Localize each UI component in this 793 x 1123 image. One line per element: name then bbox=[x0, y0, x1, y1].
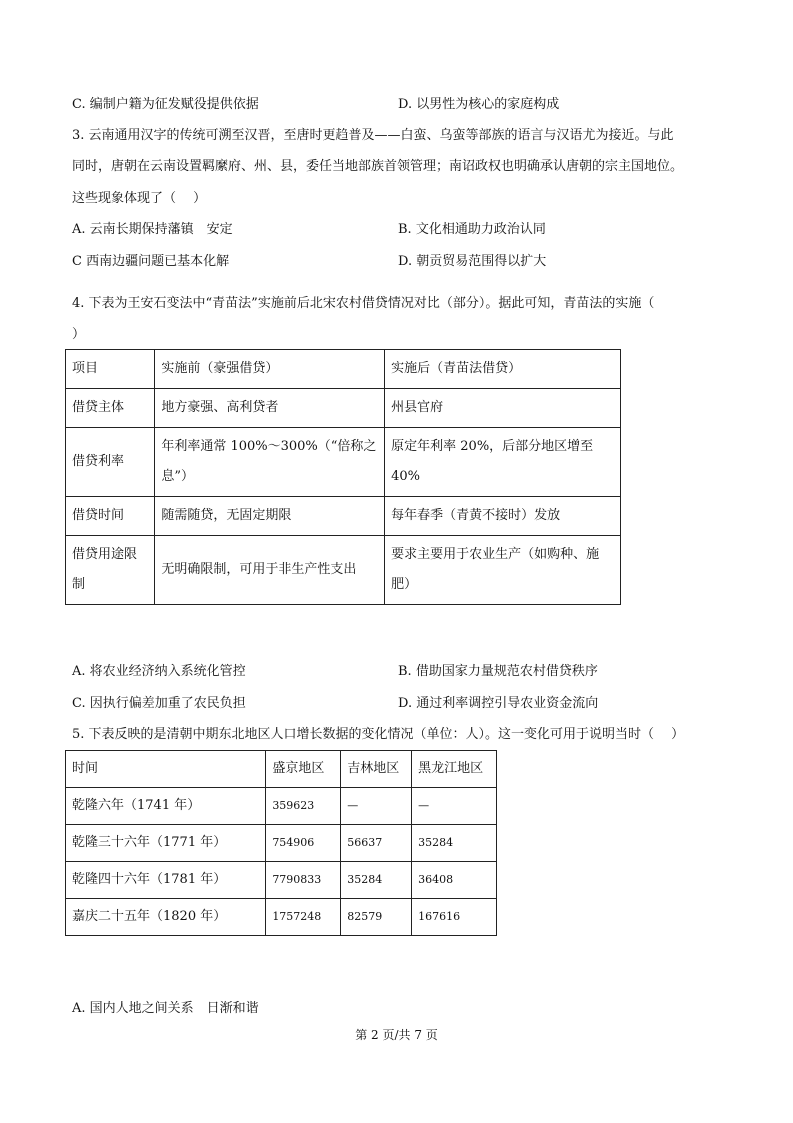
table-cell: 乾隆三十六年（1771 年） bbox=[66, 825, 266, 862]
q5-option-a: A. 国内人地之间关系 日渐和谐 bbox=[72, 1001, 259, 1016]
table-row bbox=[66, 751, 497, 788]
q2-option-c: C. 编制户籍为征发赋役提供依据 bbox=[72, 97, 259, 112]
table-row bbox=[66, 389, 621, 428]
table-cell: 要求主要用于农业生产（如购种、施肥） bbox=[385, 536, 621, 605]
table-row bbox=[66, 862, 497, 899]
table-cell: 7790833 bbox=[266, 862, 341, 899]
table-cell: 借贷时间 bbox=[66, 497, 155, 536]
q4-option-d: D. 通过利率调控引导农业资金流向 bbox=[398, 696, 599, 711]
table-cell: 35284 bbox=[412, 825, 497, 862]
table-cell: 年利率通常 100%～300%（“倍称之息”） bbox=[155, 428, 385, 497]
q4-table bbox=[65, 349, 621, 605]
table-cell: 无明确限制，可用于非生产性支出 bbox=[155, 536, 385, 605]
table-row bbox=[66, 899, 497, 936]
table-cell: 每年春季（青黄不接时）发放 bbox=[385, 497, 621, 536]
q5-stem: 5. 下表反映的是清朝中期东北地区人口增长数据的变化情况（单位：人）。这一变化可用于说明当时（ ） bbox=[72, 727, 685, 742]
table-cell: 随需随贷，无固定期限 bbox=[155, 497, 385, 536]
table-row bbox=[66, 825, 497, 862]
q4-option-a: A. 将农业经济纳入系统化管控 bbox=[72, 664, 246, 679]
table-row bbox=[66, 788, 497, 825]
table-cell: — bbox=[341, 788, 412, 825]
table-cell: — bbox=[412, 788, 497, 825]
table-header-cell: 盛京地区 bbox=[266, 751, 341, 788]
table-header-cell: 时间 bbox=[66, 751, 266, 788]
q4-option-b: B. 借助国家力量规范农村借贷秩序 bbox=[398, 664, 598, 679]
table-row bbox=[66, 350, 621, 389]
q3-stem-line-3: 这些现象体现了（ ） bbox=[72, 191, 207, 206]
table-cell: 借贷利率 bbox=[66, 428, 155, 497]
table-cell: 借贷用途限制 bbox=[66, 536, 155, 605]
table-row bbox=[66, 428, 621, 497]
table-cell: 359623 bbox=[266, 788, 341, 825]
q3-stem-line-2: 同时，唐朝在云南设置羁縻府、州、县，委任当地部族首领管理；南诏政权也明确承认唐朝的宗主国地位。 bbox=[72, 159, 684, 174]
table-header-cell: 实施后（青苗法借贷） bbox=[385, 350, 621, 389]
q4-stem-line-2: ） bbox=[72, 327, 86, 342]
table-header-cell: 实施前（豪强借贷） bbox=[155, 350, 385, 389]
table-header-cell: 黑龙江地区 bbox=[412, 751, 497, 788]
table-cell: 乾隆六年（1741 年） bbox=[66, 788, 266, 825]
table-cell: 州县官府 bbox=[385, 389, 621, 428]
table-cell: 167616 bbox=[412, 899, 497, 936]
table-cell: 乾隆四十六年（1781 年） bbox=[66, 862, 266, 899]
table-row bbox=[66, 536, 621, 605]
page-footer: 第 2 页/共 7 页 bbox=[355, 1028, 438, 1042]
q4-option-c: C. 因执行偏差加重了农民负担 bbox=[72, 696, 246, 711]
q5-table bbox=[65, 750, 497, 936]
q3-option-b: B. 文化相通助力政治认同 bbox=[398, 222, 546, 237]
table-cell: 原定年利率 20%，后部分地区增至 40% bbox=[385, 428, 621, 497]
q3-option-a: A. 云南长期保持藩镇 安定 bbox=[72, 222, 233, 237]
table-cell: 82579 bbox=[341, 899, 412, 936]
q3-option-d: D. 朝贡贸易范围得以扩大 bbox=[398, 254, 547, 269]
table-cell: 35284 bbox=[341, 862, 412, 899]
table-header-cell: 项目 bbox=[66, 350, 155, 389]
table-cell: 嘉庆二十五年（1820 年） bbox=[66, 899, 266, 936]
table-cell: 754906 bbox=[266, 825, 341, 862]
table-cell: 36408 bbox=[412, 862, 497, 899]
table-header-cell: 吉林地区 bbox=[341, 751, 412, 788]
table-cell: 地方豪强、高利贷者 bbox=[155, 389, 385, 428]
q4-stem-line-1: 4. 下表为王安石变法中“青苗法”实施前后北宋农村借贷情况对比（部分）。据此可知，青苗法的实施（ bbox=[72, 296, 655, 311]
table-cell: 借贷主体 bbox=[66, 389, 155, 428]
q2-option-d: D. 以男性为核心的家庭构成 bbox=[398, 97, 560, 112]
q3-stem-line-1: 3. 云南通用汉字的传统可溯至汉晋，至唐时更趋普及——白蛮、乌蛮等部族的语言与汉语尤为接近。与此 bbox=[72, 128, 674, 143]
table-row bbox=[66, 497, 621, 536]
q3-option-c: C 西南边疆问题已基本化解 bbox=[72, 254, 230, 269]
table-cell: 1757248 bbox=[266, 899, 341, 936]
table-cell: 56637 bbox=[341, 825, 412, 862]
